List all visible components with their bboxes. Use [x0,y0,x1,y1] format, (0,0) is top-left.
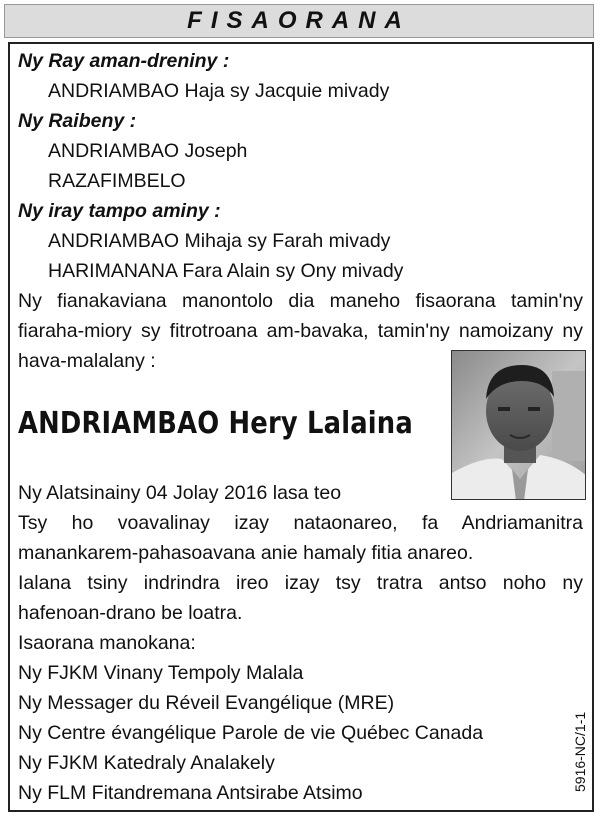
portrait-photo [451,350,586,500]
grandfather-line-2: RAZAFIMBELO [48,170,186,192]
portrait-image [452,351,586,500]
grandfather-heading: Ny Raibeny : [18,110,137,132]
reference-code: 5916-NC/1-1 [572,711,588,792]
siblings-heading: Ny iray tampo aminy : [18,200,221,222]
body-line-5: hafenoan-drano be loatra. [18,602,243,624]
deceased-name: ANDRIAMBAO Hery Lalaina [18,406,413,441]
parents-heading: Ny Ray aman-dreniny : [18,50,230,72]
thanks-item: Ny FJKM Vinany Tempoly Malala [18,662,304,684]
body-line-4: Ialana tsiny indrindra ireo izay tsy tratra antso noho ny [18,572,583,594]
siblings-line-2: HARIMANANA Fara Alain sy Ony mivady [48,260,404,282]
intro-line-1: Ny fianakaviana manontolo dia maneho fisaorana tamin'ny [18,290,583,312]
siblings-line-1: ANDRIAMBAO Mihaja sy Farah mivady [48,230,391,252]
body-line-3: manankarem-pahasoavana anie hamaly fitia anareo. [18,542,474,564]
body-line-1: Ny Alatsinainy 04 Jolay 2016 lasa teo [18,482,342,504]
thanks-item: Ny Centre évangélique Parole de vie Québec Canada [18,722,484,744]
thanks-item: Ny FJKM Katedraly Analakely [18,752,275,774]
body-line-6: Isaorana manokana: [18,632,196,654]
body-line-2: Tsy ho voavalinay izay nataonareo, fa Andriamanitra [18,512,583,534]
grandfather-line-1: ANDRIAMBAO Joseph [48,140,248,162]
thanks-item: Ny Messager du Réveil Evangélique (MRE) [18,692,395,714]
thanks-item: Ny FLM Fitandremana Antsirabe Atsimo [18,782,363,804]
intro-line-2: fiaraha-miory sy fitrotroana am-bavaka, tamin'ny namoizany ny [18,320,583,342]
parents-line: ANDRIAMBAO Haja sy Jacquie mivady [48,80,390,102]
intro-line-3: hava-malalany : [18,350,156,372]
page-title: FISAORANA [187,7,411,34]
header-banner [4,4,594,38]
